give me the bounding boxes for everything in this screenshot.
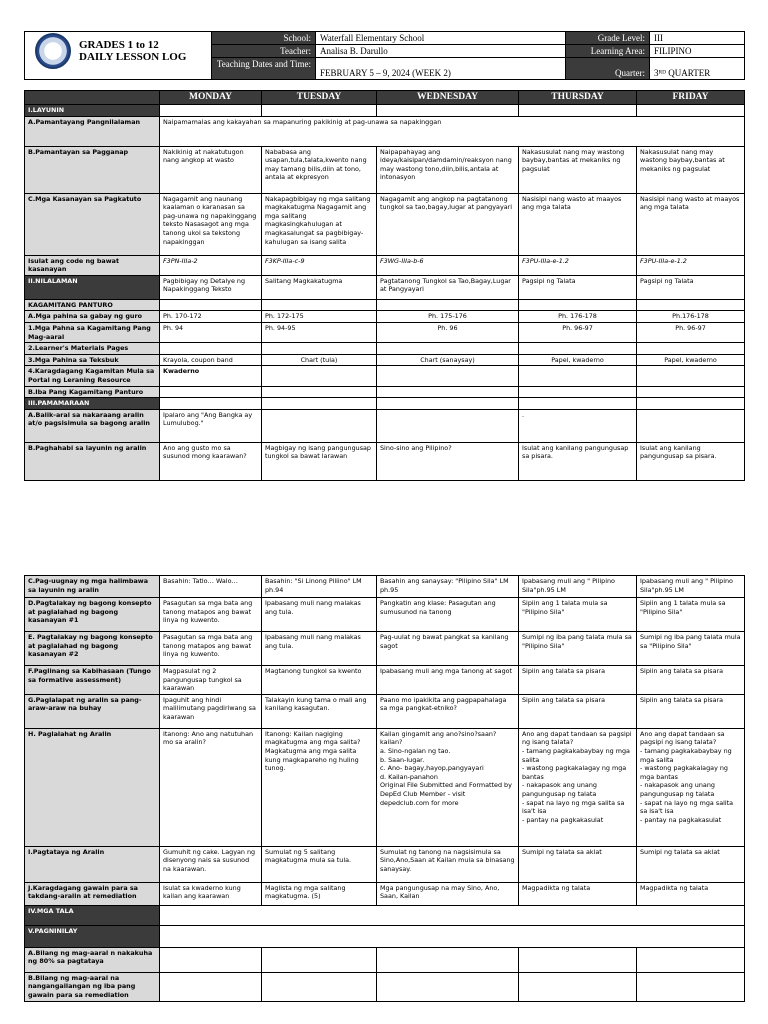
row-label: B.Pamantayan sa Pagganap <box>25 146 160 193</box>
day-cell-thursday: Nakasusulat nang may wastong baybay,bantas at mekaniks ng pagsulat <box>519 146 637 193</box>
lesson-row <box>25 947 745 972</box>
day-cell-friday: Ano ang dapat tandaan sa pagsipi ng isang talata? - tamang pagkakabaybay ng mga salita - wastong pagkakalagay ng mga bantas - nakapasok ang unang pangungusap ng talata - sapat na layo ng mga salita sa isa't isa - pantay na pagkakasulat <box>637 728 745 846</box>
lesson-row <box>25 409 745 442</box>
day-cell-wednesday <box>377 105 519 117</box>
day-cell-wednesday: Pangkatin ang klase: Pasagutan ang sumusunod na tanong <box>377 598 519 632</box>
day-cell-tuesday: Sumulat ng 5 salitang magkatugma mula sa tula. <box>262 846 377 882</box>
day-cell-monday: Gumuhit ng cake. Lagyan ng disenyong nais sa susunod na kaarawan. <box>160 846 262 882</box>
day-cell-monday: Krayola, coupon band <box>160 354 262 366</box>
row-label: 1.Mga Pahna sa Kagamitang Pang Mag-aaral <box>25 322 160 342</box>
day-cell-monday <box>160 105 262 117</box>
row-label: C.Pag-uugnay ng mga halimbawa sa layunin ng aralin <box>25 576 160 598</box>
day-cell-tuesday <box>262 299 377 311</box>
day-cell-thursday <box>519 398 637 410</box>
day-cell-tuesday <box>262 105 377 117</box>
day-cell-monday: Ph. 170-172 <box>160 311 262 323</box>
log-title: DAILY LESSON LOG <box>79 51 187 63</box>
day-cell-tuesday: Ph. 94-95 <box>262 322 377 342</box>
day-cell-tuesday: Nababasa ang usapan,tula,talata,kwento nang may tamang bilis,diin at tono, antala at ekpresyon <box>262 146 377 193</box>
header-table <box>24 31 745 80</box>
lesson-row <box>25 116 745 146</box>
day-cell-wednesday: Sino-sino ang Pilipino? <box>377 442 519 480</box>
day-cell-friday <box>637 947 745 972</box>
day-cell-wednesday: Chart (sanaysay) <box>377 354 519 366</box>
day-cell-tuesday <box>262 947 377 972</box>
day-cell-wednesday: Ph. 96 <box>377 322 519 342</box>
day-cell-wednesday <box>377 947 519 972</box>
day-cell-thursday: Sumipi ng iba pang talata mula sa "Pilipino Sila" <box>519 632 637 666</box>
row-label: I.LAYUNIN <box>25 105 160 117</box>
row-label: I.Pagtataya ng Aralin <box>25 846 160 882</box>
day-cell-monday <box>160 947 262 972</box>
row-label: B.Paghahabi sa layunin ng aralin <box>25 442 160 480</box>
lesson-row <box>25 343 745 355</box>
day-cell-tuesday: F3KP-IIIa-c-9 <box>262 255 377 275</box>
day-cell-friday <box>637 972 745 1001</box>
day-cell-tuesday: Basahin: "Si Linong Piliino" LM ph.94 <box>262 576 377 598</box>
day-cell-monday: Magpasulat ng 2 pangungusap tungkol sa kaarawan <box>160 666 262 695</box>
lesson-row <box>25 299 745 311</box>
day-cell-tuesday <box>262 366 377 386</box>
day-cell-friday <box>637 105 745 117</box>
lesson-row <box>25 386 745 398</box>
day-cell-wednesday: Basahin ang sanaysay: "Pilipino Sila" LM ph.95 <box>377 576 519 598</box>
day-cell-monday: Ph. 94 <box>160 322 262 342</box>
day-cell-monday: Pagbibigay ng Detalye ng Napakinggang Teksto <box>160 275 262 299</box>
row-label: IV.MGA TALA <box>25 905 160 925</box>
day-cell-thursday: Ano ang dapat tandaan sa pagsipi ng isang talata? - tamang pagkakabaybay ng mga salita - wastong pagkakalagay ng mga bantas - nakapasok ang unang pangungusap ng talata - sapat na layo ng mga salita sa isa't isa - pantay na pagkakasulat <box>519 728 637 846</box>
row-span-cell: Naipamamalas ang kakayahan sa mapanuring pakikinig at pag-unawa sa napakinggan <box>160 116 745 146</box>
day-cell-friday: Ph. 96-97 <box>637 322 745 342</box>
lesson-table-page-1 <box>24 90 745 481</box>
day-cell-friday: Sipiin ang talata sa pisara <box>637 666 745 695</box>
lesson-row <box>25 146 745 193</box>
day-cell-tuesday: Itanong: Kailan nagiging magkatugma ang mga salita? Magkatugma ang mga salita kung magkapareho ng huling tunog. <box>262 728 377 846</box>
day-header-monday: MONDAY <box>160 91 262 105</box>
row-label: V.PAGNINILAY <box>25 925 160 947</box>
lesson-row <box>25 275 745 299</box>
lesson-row <box>25 105 745 117</box>
day-cell-tuesday <box>262 398 377 410</box>
day-cell-friday: Sipiin ang talata sa pisara <box>637 694 745 728</box>
header-title-cell <box>25 32 212 80</box>
day-cell-wednesday <box>377 398 519 410</box>
day-cell-monday <box>160 343 262 355</box>
learning-area-value: FILIPINO <box>650 45 745 58</box>
dates-label: Teaching Dates and Time: <box>212 58 316 80</box>
day-cell-tuesday: Ipabasang muli nang malakas ang tula. <box>262 598 377 632</box>
day-cell-wednesday <box>377 972 519 1001</box>
day-cell-tuesday: Nakapagbibigay ng mga salitang magkakatugma Nagagamit ang mga salitang magkasingkahulugan at magkasalungat sa pagbibigay-kahulugan sa isang salita <box>262 193 377 255</box>
row-label: E. Pagtalakay ng bagong konsepto at paglalahad ng bagong kasanayan #2 <box>25 632 160 666</box>
day-cell-friday: Pagsipi ng Talata <box>637 275 745 299</box>
quarter-value: 3ᴿᴰ QUARTER <box>650 58 745 80</box>
day-cell-thursday <box>519 972 637 1001</box>
day-cell-wednesday: Naipapahayag ang ideya/kaisipan/damdamin/reaksyon nang may wastong tono,diin,bilis,antala at intonasyon <box>377 146 519 193</box>
day-cell-friday <box>637 386 745 398</box>
day-cell-tuesday: Salitang Magkakatugma <box>262 275 377 299</box>
day-cell-wednesday: Sumulat ng tanong na nagsisimula sa Sino,Ano,Saan at Kailan mula sa binasang sanaysay. <box>377 846 519 882</box>
day-header-tuesday: TUESDAY <box>262 91 377 105</box>
day-cell-friday: Papel, kwaderno <box>637 354 745 366</box>
day-cell-thursday <box>519 105 637 117</box>
day-cell-wednesday <box>377 386 519 398</box>
lesson-row <box>25 576 745 598</box>
day-cell-tuesday: Ph. 172-175 <box>262 311 377 323</box>
row-label: 4.Karagdagang Kagamitan Mula sa Portal ng Leraning Resource <box>25 366 160 386</box>
day-cell-friday: Ipabasang muli ang " Pilipino Sila"ph.95 LM <box>637 576 745 598</box>
grade-level-label: Grade Level: <box>566 32 650 45</box>
lesson-row <box>25 846 745 882</box>
day-cell-wednesday: Paano mo ipakikita ang pagpapahalaga sa mga pangkat-etniko? <box>377 694 519 728</box>
deped-seal-icon <box>35 33 71 69</box>
day-header-friday: FRIDAY <box>637 91 745 105</box>
day-cell-tuesday: Maglista ng mga salitang magkatugma. (5) <box>262 882 377 905</box>
quarter-label: Quarter: <box>566 58 650 80</box>
day-cell-monday: Itanong: Ano ang natutuhan mo sa aralin? <box>160 728 262 846</box>
school-value: Waterfall Elementary School <box>316 32 566 45</box>
lesson-row <box>25 193 745 255</box>
row-label: A.Bilang ng mag-aaral n nakakuha ng 80% sa pagtataya <box>25 947 160 972</box>
day-cell-thursday: Sumipi ng talata sa aklat <box>519 846 637 882</box>
day-cell-friday: Nakasusulat nang may wastong baybay,bantas at mekaniks ng pagsulat <box>637 146 745 193</box>
day-header-thursday: THURSDAY <box>519 91 637 105</box>
day-cell-thursday: Sipiin ang talata sa pisara <box>519 694 637 728</box>
row-label: 2.Learner's Materials Pages <box>25 343 160 355</box>
day-cell-thursday: Sipiin ang talata sa pisara <box>519 666 637 695</box>
grade-level-value: III <box>650 32 745 45</box>
lesson-row <box>25 694 745 728</box>
day-cell-friday: Nasisipi nang wasto at maayos ang mga talata <box>637 193 745 255</box>
dates-value: FEBRUARY 5 – 9, 2024 (WEEK 2) <box>316 58 566 80</box>
day-cell-tuesday: Ipabasang muli nang malakas ang tula. <box>262 632 377 666</box>
lesson-row <box>25 354 745 366</box>
corner-cell <box>25 91 160 105</box>
day-cell-friday <box>637 398 745 410</box>
day-cell-thursday: F3PU-IIIa-e-1.2 <box>519 255 637 275</box>
day-cell-friday: Ph.176-178 <box>637 311 745 323</box>
day-cell-wednesday <box>377 409 519 442</box>
day-cell-friday <box>637 409 745 442</box>
day-cell-thursday: Isulat ang kanilang pangungusap sa pisara. <box>519 442 637 480</box>
row-label: C.Mga Kasanayan sa Pagkatuto <box>25 193 160 255</box>
day-cell-wednesday <box>377 299 519 311</box>
day-cell-monday: Pasagutan sa mga bata ang tanong matapos ang bawat linya ng kuwento. <box>160 632 262 666</box>
lesson-row <box>25 728 745 846</box>
day-cell-wednesday <box>377 366 519 386</box>
day-cell-friday <box>637 366 745 386</box>
day-cell-monday: Nagagamit ang naunang kaalaman o karanasan sa pag-unawa ng napakinggang teksto Nasasagot ang mga tanong ukol sa tekstong napakinggan <box>160 193 262 255</box>
day-header-wednesday: WEDNESDAY <box>377 91 519 105</box>
day-cell-wednesday: Mga pangungusap na may Sino, Ano, Saan, Kailan <box>377 882 519 905</box>
day-cell-friday: Sumipi ng talata sa aklat <box>637 846 745 882</box>
day-cell-monday: F3PN-IIIa-2 <box>160 255 262 275</box>
row-label: A.Balik-aral sa nakaraang aralin at/o pagsisimula sa bagong aralin <box>25 409 160 442</box>
lesson-row <box>25 925 745 947</box>
day-cell-monday: Isulat sa kwaderno kung kailan ang kaarawan <box>160 882 262 905</box>
row-label: J.Karagdagang gawain para sa takdang-aralin at remediation <box>25 882 160 905</box>
row-label: B.Bilang ng mag-aaral na nangangailangan ng iba pang gawain para sa remediation <box>25 972 160 1001</box>
day-cell-monday: Kwaderno <box>160 366 262 386</box>
day-cell-monday: Nakikinig at nakatutugon nang angkop at wasto <box>160 146 262 193</box>
day-cell-wednesday: F3WG-IIIa-b-6 <box>377 255 519 275</box>
grades-title: GRADES 1 to 12 <box>79 39 159 51</box>
day-cell-friday: F3PU-IIIa-e-1.2 <box>637 255 745 275</box>
lesson-row <box>25 398 745 410</box>
row-label: Isulat ang code ng bawat kasanayan <box>25 255 160 275</box>
day-cell-wednesday: Kailan gingamit ang ano?sino?saan? kailan? a. Sino-ngalan ng tao. b. Saan-lugar. c. Ano- bagay,hayop,pangyayari d. Kailan-panahon Original File Submitted and Formatted by DepEd Club Member - visit depedclub.com for more <box>377 728 519 846</box>
day-cell-friday: Isulat ang kanilang pangungusap sa pisara. <box>637 442 745 480</box>
lesson-row <box>25 322 745 342</box>
day-cell-wednesday: Pagtatanong Tungkol sa Tao,Bagay,Lugar at Pangyayari <box>377 275 519 299</box>
day-cell-friday <box>637 299 745 311</box>
day-cell-monday <box>160 386 262 398</box>
row-label: KAGAMITANG PANTURO <box>25 299 160 311</box>
day-cell-wednesday: Pag-uulat ng bawat pangkat sa kanilang sagot <box>377 632 519 666</box>
row-label: II.NILALAMAN <box>25 275 160 299</box>
day-cell-monday <box>160 299 262 311</box>
row-label: F.Paglinang sa Kabihasaan (Tungo sa formative assessment) <box>25 666 160 695</box>
day-cell-tuesday: Chart (tula) <box>262 354 377 366</box>
row-label: G.Paglalapat ng aralin sa pang-araw-araw na buhay <box>25 694 160 728</box>
day-cell-monday <box>160 972 262 1001</box>
day-cell-tuesday: Magbigay ng isang pangungusap tungkol sa bawat larawan <box>262 442 377 480</box>
day-cell-wednesday: Ipabasang muli ang mga tanong at sagot <box>377 666 519 695</box>
day-cell-thursday <box>519 299 637 311</box>
day-cell-monday: Basahin: Tatlo… Walo… <box>160 576 262 598</box>
day-cell-thursday: Ph. 96-97 <box>519 322 637 342</box>
lesson-row <box>25 598 745 632</box>
day-cell-thursday: Pagsipi ng Talata <box>519 275 637 299</box>
day-cell-thursday: Ipabasang muli ang " Pilipino Sila"ph.95 LM <box>519 576 637 598</box>
day-cell-wednesday <box>377 343 519 355</box>
day-cell-thursday: . <box>519 409 637 442</box>
lesson-row <box>25 366 745 386</box>
day-cell-tuesday: Magtanong tungkol sa kwento <box>262 666 377 695</box>
row-label: A.Mga pahina sa gabay ng guro <box>25 311 160 323</box>
teacher-value: Analisa B. Darullo <box>316 45 566 58</box>
day-cell-thursday <box>519 366 637 386</box>
lesson-table-page-2 <box>24 575 745 1002</box>
day-cell-wednesday: Ph. 175-176 <box>377 311 519 323</box>
day-cell-thursday <box>519 386 637 398</box>
day-cell-friday <box>637 343 745 355</box>
day-cell-monday: Pasagutan sa mga bata ang tanong matapos ang bawat linya ng kuwento. <box>160 598 262 632</box>
day-cell-monday: Ipaguhit ang hindi malilimutang pagdiriwang sa kaarawan <box>160 694 262 728</box>
row-label: A.Pamantayang Pangnilalaman <box>25 116 160 146</box>
school-label: School: <box>212 32 316 45</box>
row-span-cell <box>160 905 745 925</box>
day-cell-friday: Sumipi ng iba pang talata mula sa "Pilipino Sila" <box>637 632 745 666</box>
lesson-row <box>25 632 745 666</box>
day-cell-friday: Magpadikta ng talata <box>637 882 745 905</box>
row-label: H. Paglalahat ng Aralin <box>25 728 160 846</box>
day-header-row <box>25 91 745 105</box>
day-cell-thursday: Ph. 176-178 <box>519 311 637 323</box>
day-cell-friday: Sipiin ang 1 talata mula sa "Pilipino Sila" <box>637 598 745 632</box>
row-label: B.Iba Pang Kagamitang Panturo <box>25 386 160 398</box>
day-cell-thursday: Papel, kwaderno <box>519 354 637 366</box>
lesson-row <box>25 905 745 925</box>
day-cell-thursday <box>519 343 637 355</box>
row-label: III.PAMAMARAAN <box>25 398 160 410</box>
day-cell-monday: Ipalaro ang "Ang Bangka ay Lumulubog." <box>160 409 262 442</box>
day-cell-tuesday <box>262 409 377 442</box>
day-cell-wednesday: Nagagamit ang angkop na pagtatanong tungkol sa tao,bagay,lugar at pangyayari <box>377 193 519 255</box>
lesson-row <box>25 442 745 480</box>
lesson-row <box>25 311 745 323</box>
day-cell-monday: Ano ang gusto mo sa susunod mong kaarawan? <box>160 442 262 480</box>
lesson-row <box>25 972 745 1001</box>
day-cell-monday <box>160 398 262 410</box>
teacher-label: Teacher: <box>212 45 316 58</box>
lesson-row <box>25 255 745 275</box>
day-cell-tuesday <box>262 386 377 398</box>
row-span-cell <box>160 925 745 947</box>
day-cell-tuesday <box>262 972 377 1001</box>
row-label: 3.Mga Pahina sa Teksbuk <box>25 354 160 366</box>
day-cell-thursday: Magpadikta ng talata <box>519 882 637 905</box>
day-cell-tuesday <box>262 343 377 355</box>
day-cell-thursday: Sipiin ang 1 talata mula sa "Pilipino Sila" <box>519 598 637 632</box>
lesson-row <box>25 666 745 695</box>
row-label: D.Pagtalakay ng bagong konsepto at paglalahad ng bagong kasanayan #1 <box>25 598 160 632</box>
lesson-row <box>25 882 745 905</box>
day-cell-thursday: Nasisipi nang wasto at maayos ang mga talata <box>519 193 637 255</box>
day-cell-tuesday: Talakayin kung tama o mali ang kanilang kasagutan. <box>262 694 377 728</box>
day-cell-thursday <box>519 947 637 972</box>
learning-area-label: Learning Area: <box>566 45 650 58</box>
